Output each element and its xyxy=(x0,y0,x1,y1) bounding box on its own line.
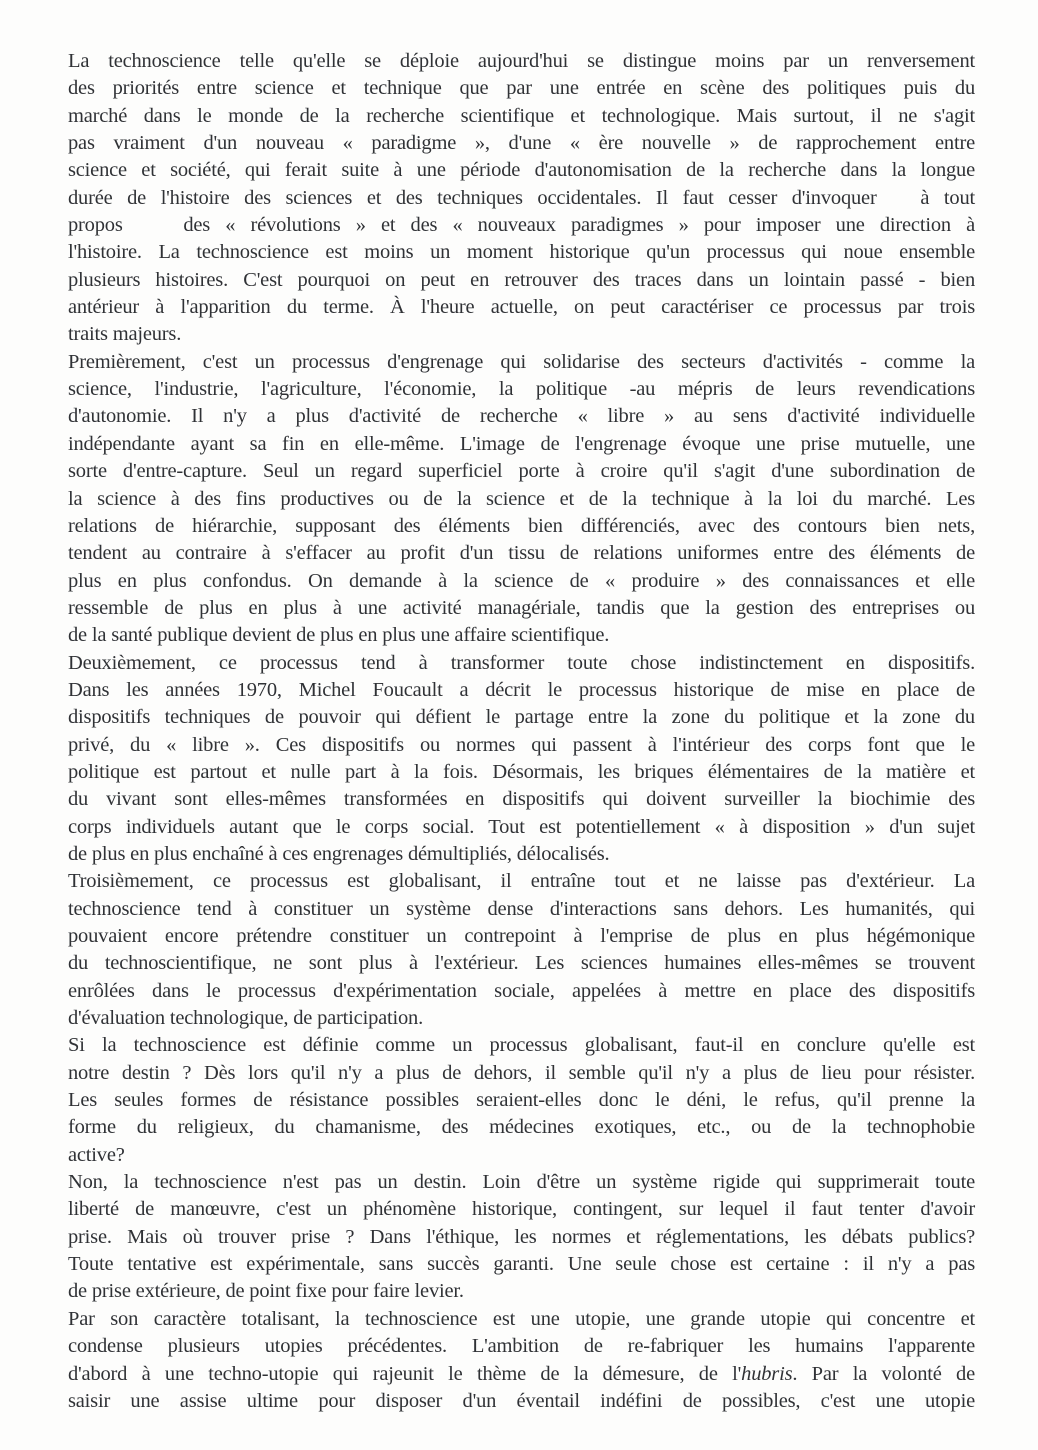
text-segment: Premièrement, c'est un processus d'engrenage qui solidarise des secteurs d'activités - comme la xyxy=(68,350,975,373)
text-line xyxy=(68,458,975,485)
text-segment: enrôlées dans le processus d'expérimentation sociale, appelées à mettre en place des dispositifs xyxy=(68,979,975,1002)
text-line xyxy=(68,732,975,759)
text-line xyxy=(68,1060,975,1087)
text-segment: du technoscientifique, ne sont plus à l'extérieur. Les sciences humaines elles-mêmes se trouvent xyxy=(68,952,975,975)
text-segment: . Par la volonté de xyxy=(792,1362,975,1385)
paragraph xyxy=(68,1251,975,1306)
text-segment: sorte d'entre-capture. Seul un regard superficiel porte à croire qu'il s'agit d'une subordination de xyxy=(68,460,975,483)
text-line xyxy=(68,677,975,704)
text-line xyxy=(68,841,975,868)
text-line xyxy=(68,759,975,786)
text-line xyxy=(68,48,975,75)
text-segment: Les seules formes de résistance possibles seraient-elles donc le déni, le refus, qu'il prenne la xyxy=(68,1089,975,1112)
text-segment: ressemble de plus en plus à une activité managériale, tandis que la gestion des entreprises ou xyxy=(68,596,975,619)
text-segment: des priorités entre science et technique que par une entrée en scène des politiques puis du xyxy=(68,77,975,100)
text-segment: dispositifs techniques de pouvoir qui défient le partage entre la zone du politique et la zone du xyxy=(68,706,975,729)
text-line xyxy=(68,1388,975,1415)
text-segment: tendent au contraire à s'effacer au profit d'un tissu de relations uniformes entre des éléments de xyxy=(68,542,975,565)
text-line xyxy=(68,540,975,567)
text-segment: propos des « révolutions » et des « nouveaux paradigmes » pour imposer une direction à xyxy=(68,214,975,237)
text-line xyxy=(68,1142,975,1169)
text-segment: saisir une assise ultime pour disposer d'un éventail indéfini de possibles, c'est une utopie xyxy=(68,1389,975,1412)
text-line xyxy=(68,185,975,212)
paragraph xyxy=(68,1032,975,1169)
text-segment: de prise extérieure, de point fixe pour faire levier. xyxy=(68,1280,464,1303)
text-line xyxy=(68,650,975,677)
text-segment: condense plusieurs utopies précédentes. L'ambition de re-fabriquer les humains l'apparente xyxy=(68,1335,975,1358)
text-segment: relations de hiérarchie, supposant des éléments bien différenciés, avec des contours bien nets, xyxy=(68,514,975,537)
text-line xyxy=(68,1224,975,1251)
text-segment: pouvaient encore prétendre constituer un contrepoint à l'emprise de plus en plus hégémonique xyxy=(68,925,975,947)
paragraph xyxy=(68,1169,975,1251)
text-segment: d'abord à une techno-utopie qui rajeunit le thème de la démesure, de l' xyxy=(68,1362,742,1385)
text-line xyxy=(68,157,975,184)
text-line xyxy=(68,267,975,294)
text-line xyxy=(68,321,975,348)
paragraph xyxy=(68,868,975,1032)
text-line xyxy=(68,1114,975,1141)
text-line xyxy=(68,1251,975,1278)
text-segment: politique est partout et nulle part à la fois. Désormais, les briques élémentaires de la matière et xyxy=(68,760,975,783)
text-segment: pas vraiment d'un nouveau « paradigme », d'une « ère nouvelle » de rapprochement entre xyxy=(68,132,975,155)
text-segment: plus en plus confondus. On demande à la science de « produire » des connaissances et elle xyxy=(68,569,975,592)
text-line xyxy=(68,513,975,540)
text-segment: indépendante ayant sa fin en elle-même. L'image de l'engrenage évoque une prise mutuelle, une xyxy=(68,432,975,455)
text-line xyxy=(68,486,975,513)
text-line xyxy=(68,103,975,130)
text-line xyxy=(68,950,975,977)
text-segment: Toute tentative est expérimentale, sans succès garanti. Une seule chose est certaine : il n'y a pas xyxy=(68,1253,975,1276)
text-line xyxy=(68,212,975,239)
text-segment: technoscience tend à constituer un système dense d'interactions sans dehors. Les humanités, qui xyxy=(68,897,975,920)
text-line xyxy=(68,403,975,430)
text-segment: durée de l'histoire des sciences et des techniques occidentales. Il faut cesser d'invoquer à tout xyxy=(68,186,975,209)
text-line xyxy=(68,294,975,321)
paragraph xyxy=(68,349,975,650)
text-line xyxy=(68,1278,975,1305)
paragraph xyxy=(68,1306,975,1415)
page-text xyxy=(68,48,975,1415)
text-segment: prise. Mais où trouver prise ? Dans l'éthique, les normes et réglementations, les débats publics? xyxy=(68,1225,975,1248)
text-line xyxy=(68,923,975,950)
text-segment: notre destin ? Dès lors qu'il n'y a plus de dehors, il semble qu'il n'y a plus de lieu pour résister. xyxy=(68,1061,975,1084)
text-segment: Non, la technoscience n'est pas un destin. Loin d'être un système rigide qui supprimerait toute xyxy=(68,1171,975,1194)
text-segment: traits majeurs. xyxy=(68,323,182,346)
text-segment: d'autonomie. Il n'y a plus d'activité de recherche « libre » au sens d'activité individuelle xyxy=(68,405,975,428)
text-line xyxy=(68,431,975,458)
text-line xyxy=(68,239,975,266)
text-segment: Par son caractère totalisant, la technoscience est une utopie, une grande utopie qui concentre et xyxy=(68,1307,975,1330)
text-line xyxy=(68,1087,975,1114)
text-segment: liberté de manœuvre, c'est un phénomène historique, contingent, sur lequel il faut tenter d'avoir xyxy=(68,1198,975,1221)
text-segment: Troisièmement, ce processus est globalisant, il entraîne tout et ne laisse pas d'extérieur. La xyxy=(68,870,975,893)
text-segment: science et société, qui ferait suite à une période d'autonomisation de la recherche dans la longue xyxy=(68,159,975,182)
text-line xyxy=(68,896,975,923)
text-segment: antérieur à l'apparition du terme. À l'heure actuelle, on peut caractériser ce processus par trois xyxy=(68,296,975,319)
text-segment: Dans les années 1970, Michel Foucault a décrit le processus historique de mise en place de xyxy=(68,678,975,701)
text-line xyxy=(68,130,975,157)
text-segment: corps individuels autant que le corps social. Tout est potentiellement « à disposition » d'un sujet xyxy=(68,815,975,838)
text-segment: plusieurs histoires. C'est pourquoi on peut en retrouver des traces dans un lointain passé - bien xyxy=(68,268,975,291)
italic-term: hubris xyxy=(741,1362,793,1385)
text-line xyxy=(68,376,975,403)
text-line xyxy=(68,1005,975,1032)
text-line xyxy=(68,1333,975,1360)
paragraph xyxy=(68,650,975,869)
text-line xyxy=(68,349,975,376)
text-line xyxy=(68,1306,975,1333)
text-segment: forme du religieux, du chamanisme, des médecines exotiques, etc., ou de la technophobie xyxy=(68,1116,975,1139)
text-segment: de la santé publique devient de plus en plus une affaire scientifique. xyxy=(68,624,610,647)
text-segment: active? xyxy=(68,1143,125,1166)
text-segment: science, l'industrie, l'agriculture, l'économie, la politique -au mépris de leurs revendications xyxy=(68,378,975,401)
text-segment: du vivant sont elles-mêmes transformées en dispositifs qui doivent surveiller la biochimie des xyxy=(68,788,975,811)
text-segment: d'évaluation technologique, de participation. xyxy=(68,1007,424,1030)
text-segment: privé, du « libre ». Ces dispositifs ou normes qui passent à l'intérieur des corps font que le xyxy=(68,733,975,756)
text-line xyxy=(68,595,975,622)
text-line xyxy=(68,1169,975,1196)
text-line xyxy=(68,1196,975,1223)
text-segment: marché dans le monde de la recherche scientifique et technologique. Mais surtout, il ne s'agit xyxy=(68,104,975,127)
text-segment: l'histoire. La technoscience est moins un moment historique qu'un processus qui noue ensemble xyxy=(68,241,975,264)
text-line xyxy=(68,704,975,731)
text-segment: la science à des fins productives ou de la science et de la technique à la loi du marché. Les xyxy=(68,487,975,510)
paragraph xyxy=(68,48,975,349)
text-segment: Deuxièmement, ce processus tend à transformer toute chose indistinctement en dispositifs. xyxy=(68,651,975,674)
text-line xyxy=(68,1361,975,1388)
text-segment: de plus en plus enchaîné à ces engrenages démultipliés, délocalisés. xyxy=(68,842,610,865)
text-line xyxy=(68,786,975,813)
text-line xyxy=(68,622,975,649)
text-line xyxy=(68,814,975,841)
text-line xyxy=(68,1032,975,1059)
text-line xyxy=(68,868,975,895)
text-line xyxy=(68,75,975,102)
text-line xyxy=(68,978,975,1005)
text-segment: Si la technoscience est définie comme un processus globalisant, faut-il en conclure qu'elle est xyxy=(68,1034,975,1057)
text-line xyxy=(68,568,975,595)
text-segment: La technoscience telle qu'elle se déploie aujourd'hui se distingue moins par un renversement xyxy=(68,50,975,72)
